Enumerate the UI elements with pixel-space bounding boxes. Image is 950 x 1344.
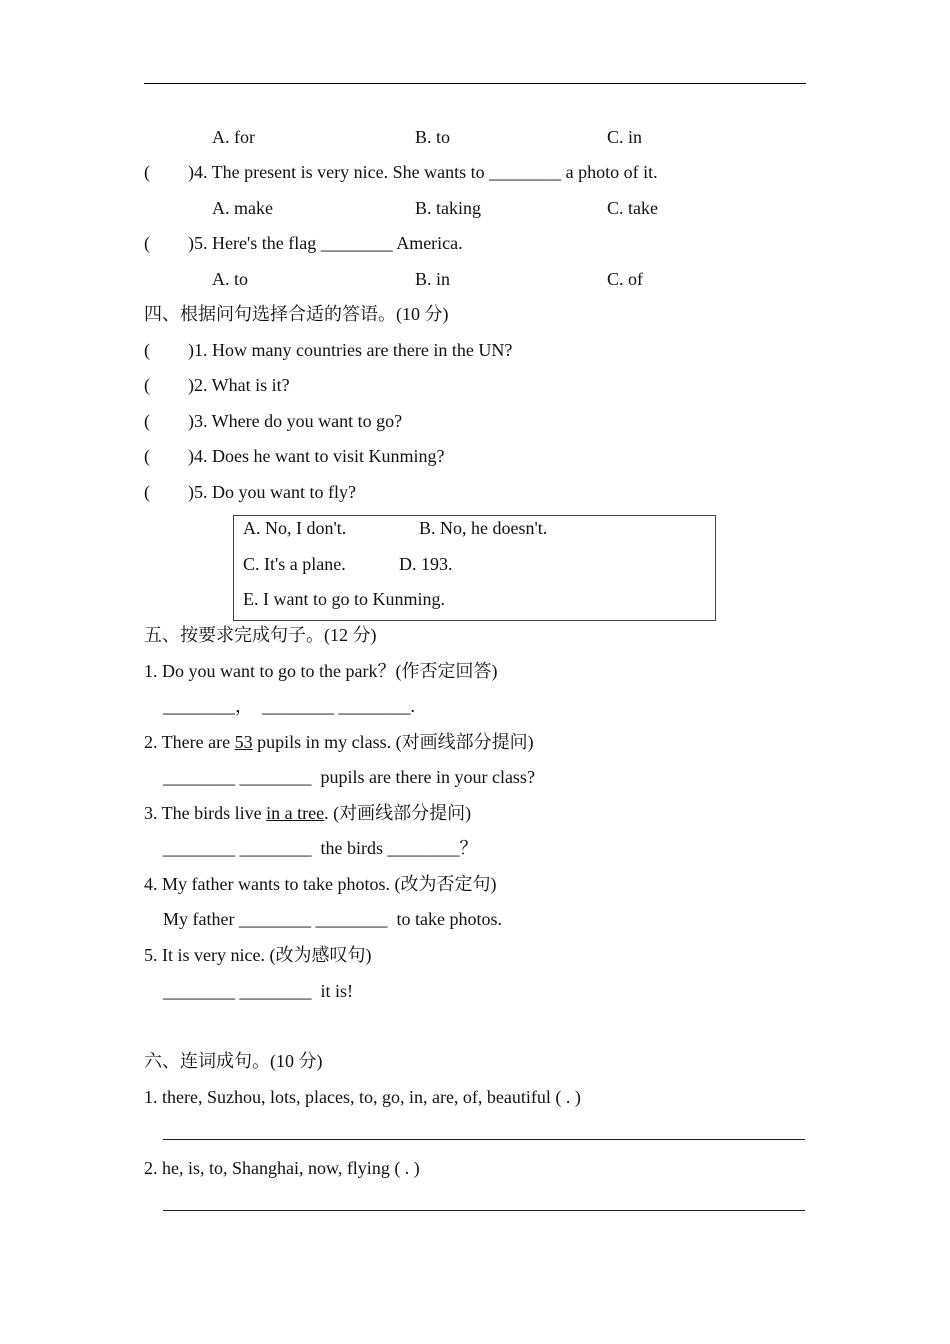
s4-q5: )5. Do you want to fly? [188,482,356,502]
answer-e: E. I want to go to Kunming. [243,589,445,609]
s4-q5-paren: ( [144,482,150,502]
answer-c: C. It's a plane. [243,554,346,574]
s4-q2-paren: ( [144,375,150,395]
q4-option-a: A. make [212,198,273,218]
s6-q1-answer-line [163,1139,805,1140]
s5-q3-post: . (对画线部分提问) [324,803,472,823]
s5-q5-answer: ________ ________ it is! [163,981,354,1001]
s6-q2-answer-line [163,1210,805,1211]
q3-option-b: B. to [415,127,451,147]
answer-a: A. No, I don't. [243,518,347,538]
s5-q2 [144,731,534,753]
section6-title: 六、连词成句。(10 分) [144,1051,323,1071]
q5-option-a: A. to [212,269,248,289]
q3-option-c: C. in [607,127,643,147]
s6-q1: 1. there, Suzhou, lots, places, to, go, in, are, of, beautiful ( . ) [144,1087,581,1107]
s5-q4-answer: My father ________ ________ to take photos. [163,909,502,929]
s5-q2-pre: 2. There are [144,732,235,752]
q4-question: )4. The present is very nice. She wants to ________ a photo of it. [188,162,658,182]
q4-option-c: C. take [607,198,658,218]
s5-q2-post: pupils in my class. (对画线部分提问) [252,732,534,752]
s6-q2: 2. he, is, to, Shanghai, now, flying ( . ) [144,1158,420,1178]
q4-option-b: B. taking [415,198,481,218]
s4-q2: )2. What is it? [188,375,290,395]
s4-q4: )4. Does he want to visit Kunming? [188,446,445,466]
answer-d: D. 193. [399,554,453,574]
q3-option-a: A. for [212,127,255,147]
section4-title: 四、根据问句选择合适的答语。(10 分) [144,304,449,324]
q5-question: )5. Here's the flag ________ America. [188,233,463,253]
q5-option-b: B. in [415,269,451,289]
header-rule [144,83,806,84]
s5-q3-answer: ________ ________ the birds ________？ [163,838,478,858]
section5-title: 五、按要求完成句子。(12 分) [144,625,377,645]
s4-q1: )1. How many countries are there in the UN? [188,340,513,360]
s5-q3 [144,802,471,824]
s5-q4: 4. My father wants to take photos. (改为否定句) [144,874,497,894]
q4-paren: ( [144,162,150,182]
s4-q4-paren: ( [144,446,150,466]
s5-q1: 1. Do you want to go to the park？(作否定回答) [144,661,498,681]
answer-b: B. No, he doesn't. [419,518,548,538]
q5-paren: ( [144,233,150,253]
s5-q2-answer: ________ ________ pupils are there in your class? [163,767,535,787]
q5-option-c: C. of [607,269,643,289]
s5-q3-pre: 3. The birds live [144,803,267,823]
s5-q3-underlined: in a tree [266,803,325,823]
s5-q1-answer: ________， ________ ________. [163,696,415,716]
s4-q3: )3. Where do you want to go? [188,411,403,431]
s5-q5: 5. It is very nice. (改为感叹句) [144,945,372,965]
s4-q3-paren: ( [144,411,150,431]
s4-q1-paren: ( [144,340,150,360]
s5-q2-underlined: 53 [234,732,253,752]
